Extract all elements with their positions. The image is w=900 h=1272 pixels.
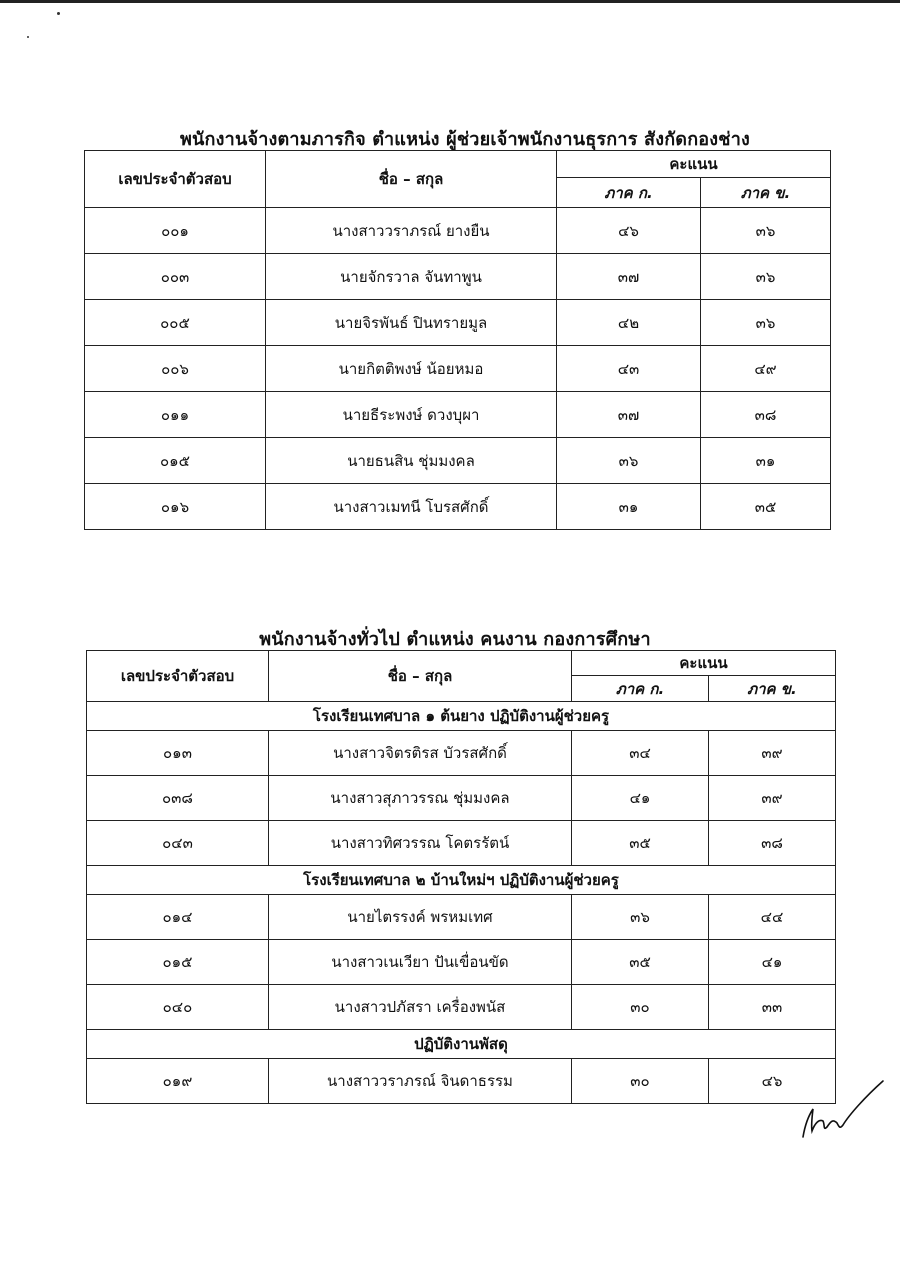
name-cell: นางสาวปภัสรา เครื่องพนัส bbox=[269, 985, 572, 1030]
part-b-score: ๓๖ bbox=[701, 254, 831, 300]
name-cell: นางสาววราภรณ์ จินดาธรรม bbox=[269, 1059, 572, 1104]
part-b-score: ๓๙ bbox=[709, 731, 836, 776]
part-b-score: ๓๖ bbox=[701, 208, 831, 254]
table-row bbox=[85, 254, 831, 300]
part-b-score: ๓๑ bbox=[701, 438, 831, 484]
part-a-score: ๔๑ bbox=[572, 776, 709, 821]
table-row bbox=[87, 1059, 836, 1104]
part-a-score: ๔๓ bbox=[557, 346, 701, 392]
header-score: คะแนน bbox=[557, 151, 831, 178]
name-cell: นางสาวเนเวียา ปันเขื่อนขัด bbox=[269, 940, 572, 985]
group-label: ปฏิบัติงานพัสดุ bbox=[87, 1030, 836, 1059]
name-cell: นายจักรวาล จันทาพูน bbox=[266, 254, 557, 300]
header-score: คะแนน bbox=[572, 651, 836, 676]
group-header-row bbox=[87, 866, 836, 895]
section1-title: พนักงานจ้างตามภารกิจ ตำแหน่ง ผู้ช่วยเจ้าพนักงานธุรการ สังกัดกองช่าง bbox=[179, 129, 750, 150]
table-row bbox=[85, 438, 831, 484]
part-b-score: ๓๘ bbox=[701, 392, 831, 438]
name-cell: นายธนสิน ชุ่มมงคล bbox=[266, 438, 557, 484]
part-a-score: ๓๐ bbox=[572, 985, 709, 1030]
name-cell: นายธีระพงษ์ ดวงบุผา bbox=[266, 392, 557, 438]
scan-speck bbox=[57, 12, 60, 15]
part-a-score: ๓๖ bbox=[572, 895, 709, 940]
section2-title: พนักงานจ้างทั่วไป ตำแหน่ง คนงาน กองการศึกษา bbox=[259, 629, 651, 650]
exam-id-cell: ๐๐๖ bbox=[85, 346, 266, 392]
section1-table bbox=[84, 150, 831, 530]
part-b-score: ๓๓ bbox=[709, 985, 836, 1030]
name-cell: นางสาววราภรณ์ ยางยืน bbox=[266, 208, 557, 254]
table-row bbox=[85, 208, 831, 254]
table-row bbox=[87, 821, 836, 866]
exam-id-cell: ๐๐๓ bbox=[85, 254, 266, 300]
signature-mark bbox=[785, 1075, 890, 1145]
exam-id-cell: ๐๓๘ bbox=[87, 776, 269, 821]
table-row bbox=[87, 940, 836, 985]
name-cell: นางสาวทิศวรรณ โคตรรัตน์ bbox=[269, 821, 572, 866]
exam-id-cell: ๐๑๔ bbox=[87, 895, 269, 940]
table-row bbox=[87, 895, 836, 940]
header-name: ชื่อ – สกุล bbox=[266, 151, 557, 208]
name-cell: นายจิรพันธ์ ปินทรายมูล bbox=[266, 300, 557, 346]
part-a-score: ๓๗ bbox=[557, 254, 701, 300]
table-row bbox=[87, 985, 836, 1030]
section1-body bbox=[85, 208, 831, 530]
section2-table bbox=[86, 650, 836, 1104]
name-cell: นางสาวเมทนี โบรสศักดิ์ bbox=[266, 484, 557, 530]
header-id: เลขประจำตัวสอบ bbox=[85, 151, 266, 208]
name-cell: นางสาวจิตรติรส บัวรสศักดิ์ bbox=[269, 731, 572, 776]
header-part-b: ภาค ข. bbox=[709, 676, 836, 702]
scan-edge bbox=[0, 0, 900, 3]
group-label: โรงเรียนเทศบาล ๒ บ้านใหม่ฯ ปฏิบัติงานผู้ช่วยครู bbox=[87, 866, 836, 895]
header-part-a: ภาค ก. bbox=[557, 178, 701, 208]
header-part-a: ภาค ก. bbox=[572, 676, 709, 702]
header-name: ชื่อ – สกุล bbox=[269, 651, 572, 702]
exam-id-cell: ๐๐๕ bbox=[85, 300, 266, 346]
exam-id-cell: ๐๑๙ bbox=[87, 1059, 269, 1104]
part-a-score: ๓๑ bbox=[557, 484, 701, 530]
table-row bbox=[85, 300, 831, 346]
part-b-score: ๔๑ bbox=[709, 940, 836, 985]
part-b-score: ๓๙ bbox=[709, 776, 836, 821]
part-a-score: ๓๕ bbox=[572, 821, 709, 866]
part-a-score: ๓๖ bbox=[557, 438, 701, 484]
group-header-row bbox=[87, 1030, 836, 1059]
exam-id-cell: ๐๐๑ bbox=[85, 208, 266, 254]
table-row bbox=[87, 776, 836, 821]
exam-id-cell: ๐๑๖ bbox=[85, 484, 266, 530]
exam-id-cell: ๐๑๕ bbox=[85, 438, 266, 484]
header-part-b: ภาค ข. bbox=[701, 178, 831, 208]
name-cell: นางสาวสุภาวรรณ ชุ่มมงคล bbox=[269, 776, 572, 821]
part-a-score: ๓๐ bbox=[572, 1059, 709, 1104]
exam-id-cell: ๐๑๓ bbox=[87, 731, 269, 776]
exam-id-cell: ๐๑๕ bbox=[87, 940, 269, 985]
scan-speck bbox=[27, 36, 29, 38]
part-a-score: ๔๖ bbox=[557, 208, 701, 254]
part-a-score: ๓๕ bbox=[572, 940, 709, 985]
table-row bbox=[85, 392, 831, 438]
exam-id-cell: ๐๑๑ bbox=[85, 392, 266, 438]
part-b-score: ๓๘ bbox=[709, 821, 836, 866]
part-b-score: ๔๙ bbox=[701, 346, 831, 392]
table-row bbox=[85, 346, 831, 392]
table-row bbox=[87, 731, 836, 776]
exam-id-cell: ๐๔๐ bbox=[87, 985, 269, 1030]
section2-body bbox=[87, 702, 836, 1104]
group-label: โรงเรียนเทศบาล ๑ ต้นยาง ปฏิบัติงานผู้ช่วยครู bbox=[87, 702, 836, 731]
part-b-score: ๔๖ bbox=[709, 1059, 836, 1104]
part-b-score: ๓๕ bbox=[701, 484, 831, 530]
exam-id-cell: ๐๔๓ bbox=[87, 821, 269, 866]
part-a-score: ๓๗ bbox=[557, 392, 701, 438]
part-b-score: ๔๔ bbox=[709, 895, 836, 940]
group-header-row bbox=[87, 702, 836, 731]
part-a-score: ๔๒ bbox=[557, 300, 701, 346]
part-a-score: ๓๔ bbox=[572, 731, 709, 776]
part-b-score: ๓๖ bbox=[701, 300, 831, 346]
header-id: เลขประจำตัวสอบ bbox=[87, 651, 269, 702]
name-cell: นายไตรรงค์ พรหมเทศ bbox=[269, 895, 572, 940]
name-cell: นายกิตติพงษ์ น้อยหมอ bbox=[266, 346, 557, 392]
table-row bbox=[85, 484, 831, 530]
